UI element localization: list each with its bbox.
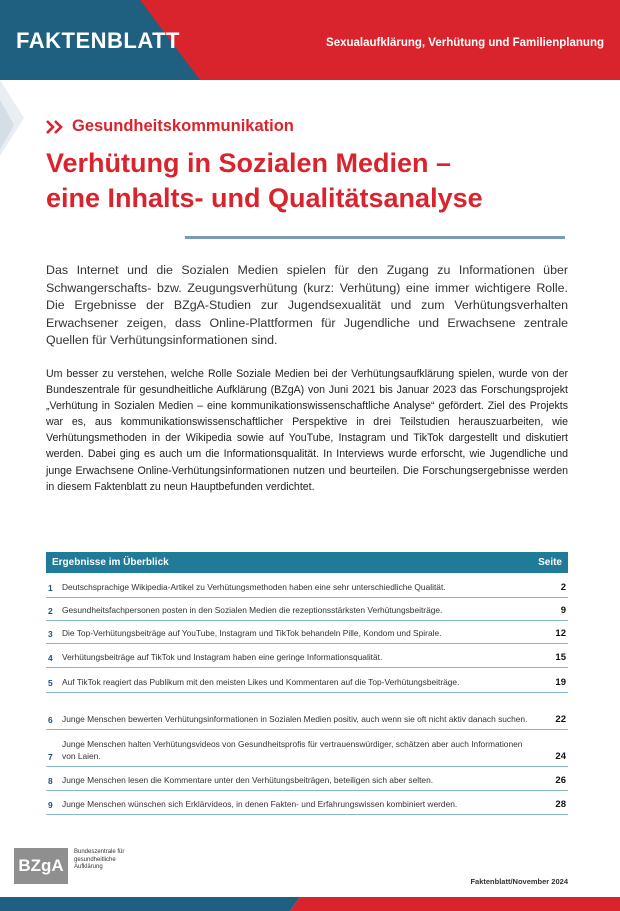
- toc-row[interactable]: [46, 693, 568, 730]
- header-banner: [0, 0, 620, 80]
- bzga-logo: BZgA: [14, 848, 68, 884]
- results-overview-table: [46, 552, 568, 815]
- toc-row[interactable]: [46, 668, 568, 693]
- decorative-triangles: [0, 80, 40, 220]
- page-column-heading: Seite: [538, 557, 562, 568]
- toc-page: 19: [555, 677, 566, 688]
- toc-number: 9: [48, 800, 53, 810]
- toc-number: 7: [48, 752, 53, 762]
- toc-number: 6: [48, 715, 53, 725]
- title-line-2: eine Inhalts- und Qualitätsanalyse: [46, 183, 483, 213]
- toc-number: 4: [48, 653, 53, 663]
- toc-page: 2: [560, 582, 566, 593]
- toc-text: Auf TikTok reagiert das Publikum mit den meisten Likes und Kommentaren auf die Top-Verhütungsbeiträge.: [62, 677, 460, 687]
- toc-row[interactable]: [46, 791, 568, 815]
- table-heading: Ergebnisse im Überblick: [52, 557, 169, 568]
- kicker-text: Gesundheitskommunikation: [72, 117, 294, 135]
- toc-page: 28: [555, 799, 566, 810]
- toc-number: 1: [48, 583, 53, 593]
- toc-row[interactable]: [46, 730, 568, 767]
- intro-paragraph: Das Internet und die Sozialen Medien spielen für den Zugang zu Informationen über Schwangerschafts- bzw. Zeugungsverhütung (kurz: Verhütung) eine immer wichtigere Rolle. Die Ergebnisse der BZgA-Studien zur Jugendsexualität und zum Verhütungsverhalten Erwachsener zeigen, dass Online-Plattformen für Jugendliche und Erwachsene zentrale Quellen für Verhütungsinformationen sind.: [46, 263, 568, 347]
- toc-page: 24: [555, 751, 566, 762]
- toc-text: Junge Menschen bewerten Verhütungsinformationen in Sozialen Medien positiv, auch wenn sie oft nicht aktiv danach suchen.: [62, 714, 528, 724]
- toc-page: 9: [560, 605, 566, 616]
- footer-date: Faktenblatt/November 2024: [470, 877, 568, 886]
- toc-row[interactable]: [46, 767, 568, 791]
- toc-row[interactable]: [46, 621, 568, 644]
- toc-row[interactable]: [46, 644, 568, 668]
- double-chevron-icon: [46, 120, 66, 134]
- bottom-bar: [0, 897, 620, 911]
- toc-text: Gesundheitsfachpersonen posten in den Sozialen Medien die rezeptionsstärksten Verhütungsbeiträge.: [62, 605, 443, 615]
- document-type-label: FAKTENBLATT: [16, 28, 180, 53]
- toc-page: 15: [555, 652, 566, 663]
- toc-page: 22: [555, 714, 566, 725]
- series-label: Sexualaufklärung, Verhütung und Familienplanung: [326, 37, 604, 49]
- toc-number: 2: [48, 606, 53, 616]
- page-title: [46, 146, 586, 216]
- toc-number: 8: [48, 776, 53, 786]
- logo-caption: Bundeszentrale für gesundheitliche Aufklärung: [74, 849, 125, 870]
- table-header: [46, 552, 568, 573]
- body-paragraph: Um besser zu verstehen, welche Rolle Soziale Medien bei der Verhütungsaufklärung spielen, wurde von der Bundeszentrale für gesundheitliche Aufklärung (BZgA) von Juni 2021 bis Januar 2023 das Forschungsprojekt „Verhütung in Sozialen Medien – eine kommunikationswissenschaftliche Analyse“ gefördert. Ziel des Projekts war es, aus kommunikationswissenschaftlicher Perspektive in drei Teilstudien herauszuarbeiten, wie Verhütungsmethoden in der Wikipedia sowie auf YouTube, Instagram und TikTok dargestellt und diskutiert werden. Dabei ging es auch um die Informationsqualität. In Interviews wurde erforscht, wie Jugendliche und junge Erwachsene Online-Verhütungsinformationen nutzen und beurteilen. Die Forschungsergebnisse werden in diesem Faktenblatt zu neun Hauptbefunden verdichtet.: [46, 368, 568, 493]
- toc-text: Deutschsprachige Wikipedia-Artikel zu Verhütungsmethoden haben eine sehr unterschiedliche Qualität.: [62, 582, 446, 592]
- toc-text: Junge Menschen lesen die Kommentare unter den Verhütungsbeiträgen, beteiligen sich aber selten.: [62, 775, 434, 785]
- toc-text: Die Top-Verhütungsbeiträge auf YouTube, Instagram und TikTok behandeln Pille, Kondom und Spirale.: [62, 628, 442, 638]
- toc-text: Junge Menschen wünschen sich Erklärvideos, in denen Fakten- und Erfahrungswissen kombiniert werden.: [62, 799, 458, 809]
- toc-number: 5: [48, 678, 53, 688]
- title-line-1: Verhütung in Sozialen Medien –: [46, 148, 452, 178]
- section-kicker: [46, 117, 294, 136]
- toc-page: 26: [555, 775, 566, 786]
- toc-row[interactable]: [46, 573, 568, 598]
- toc-text: Verhütungsbeiträge auf TikTok und Instagram haben eine geringe Informationsqualität.: [62, 652, 383, 662]
- toc-row[interactable]: [46, 598, 568, 621]
- toc-page: 12: [555, 628, 566, 639]
- toc-number: 3: [48, 629, 53, 639]
- toc-text: Junge Menschen halten Verhütungsvideos von Gesundheitsprofis für vertrauenswürdiger, schätzen aber auch Informationen von Laien.: [62, 739, 523, 761]
- title-divider: [185, 236, 565, 239]
